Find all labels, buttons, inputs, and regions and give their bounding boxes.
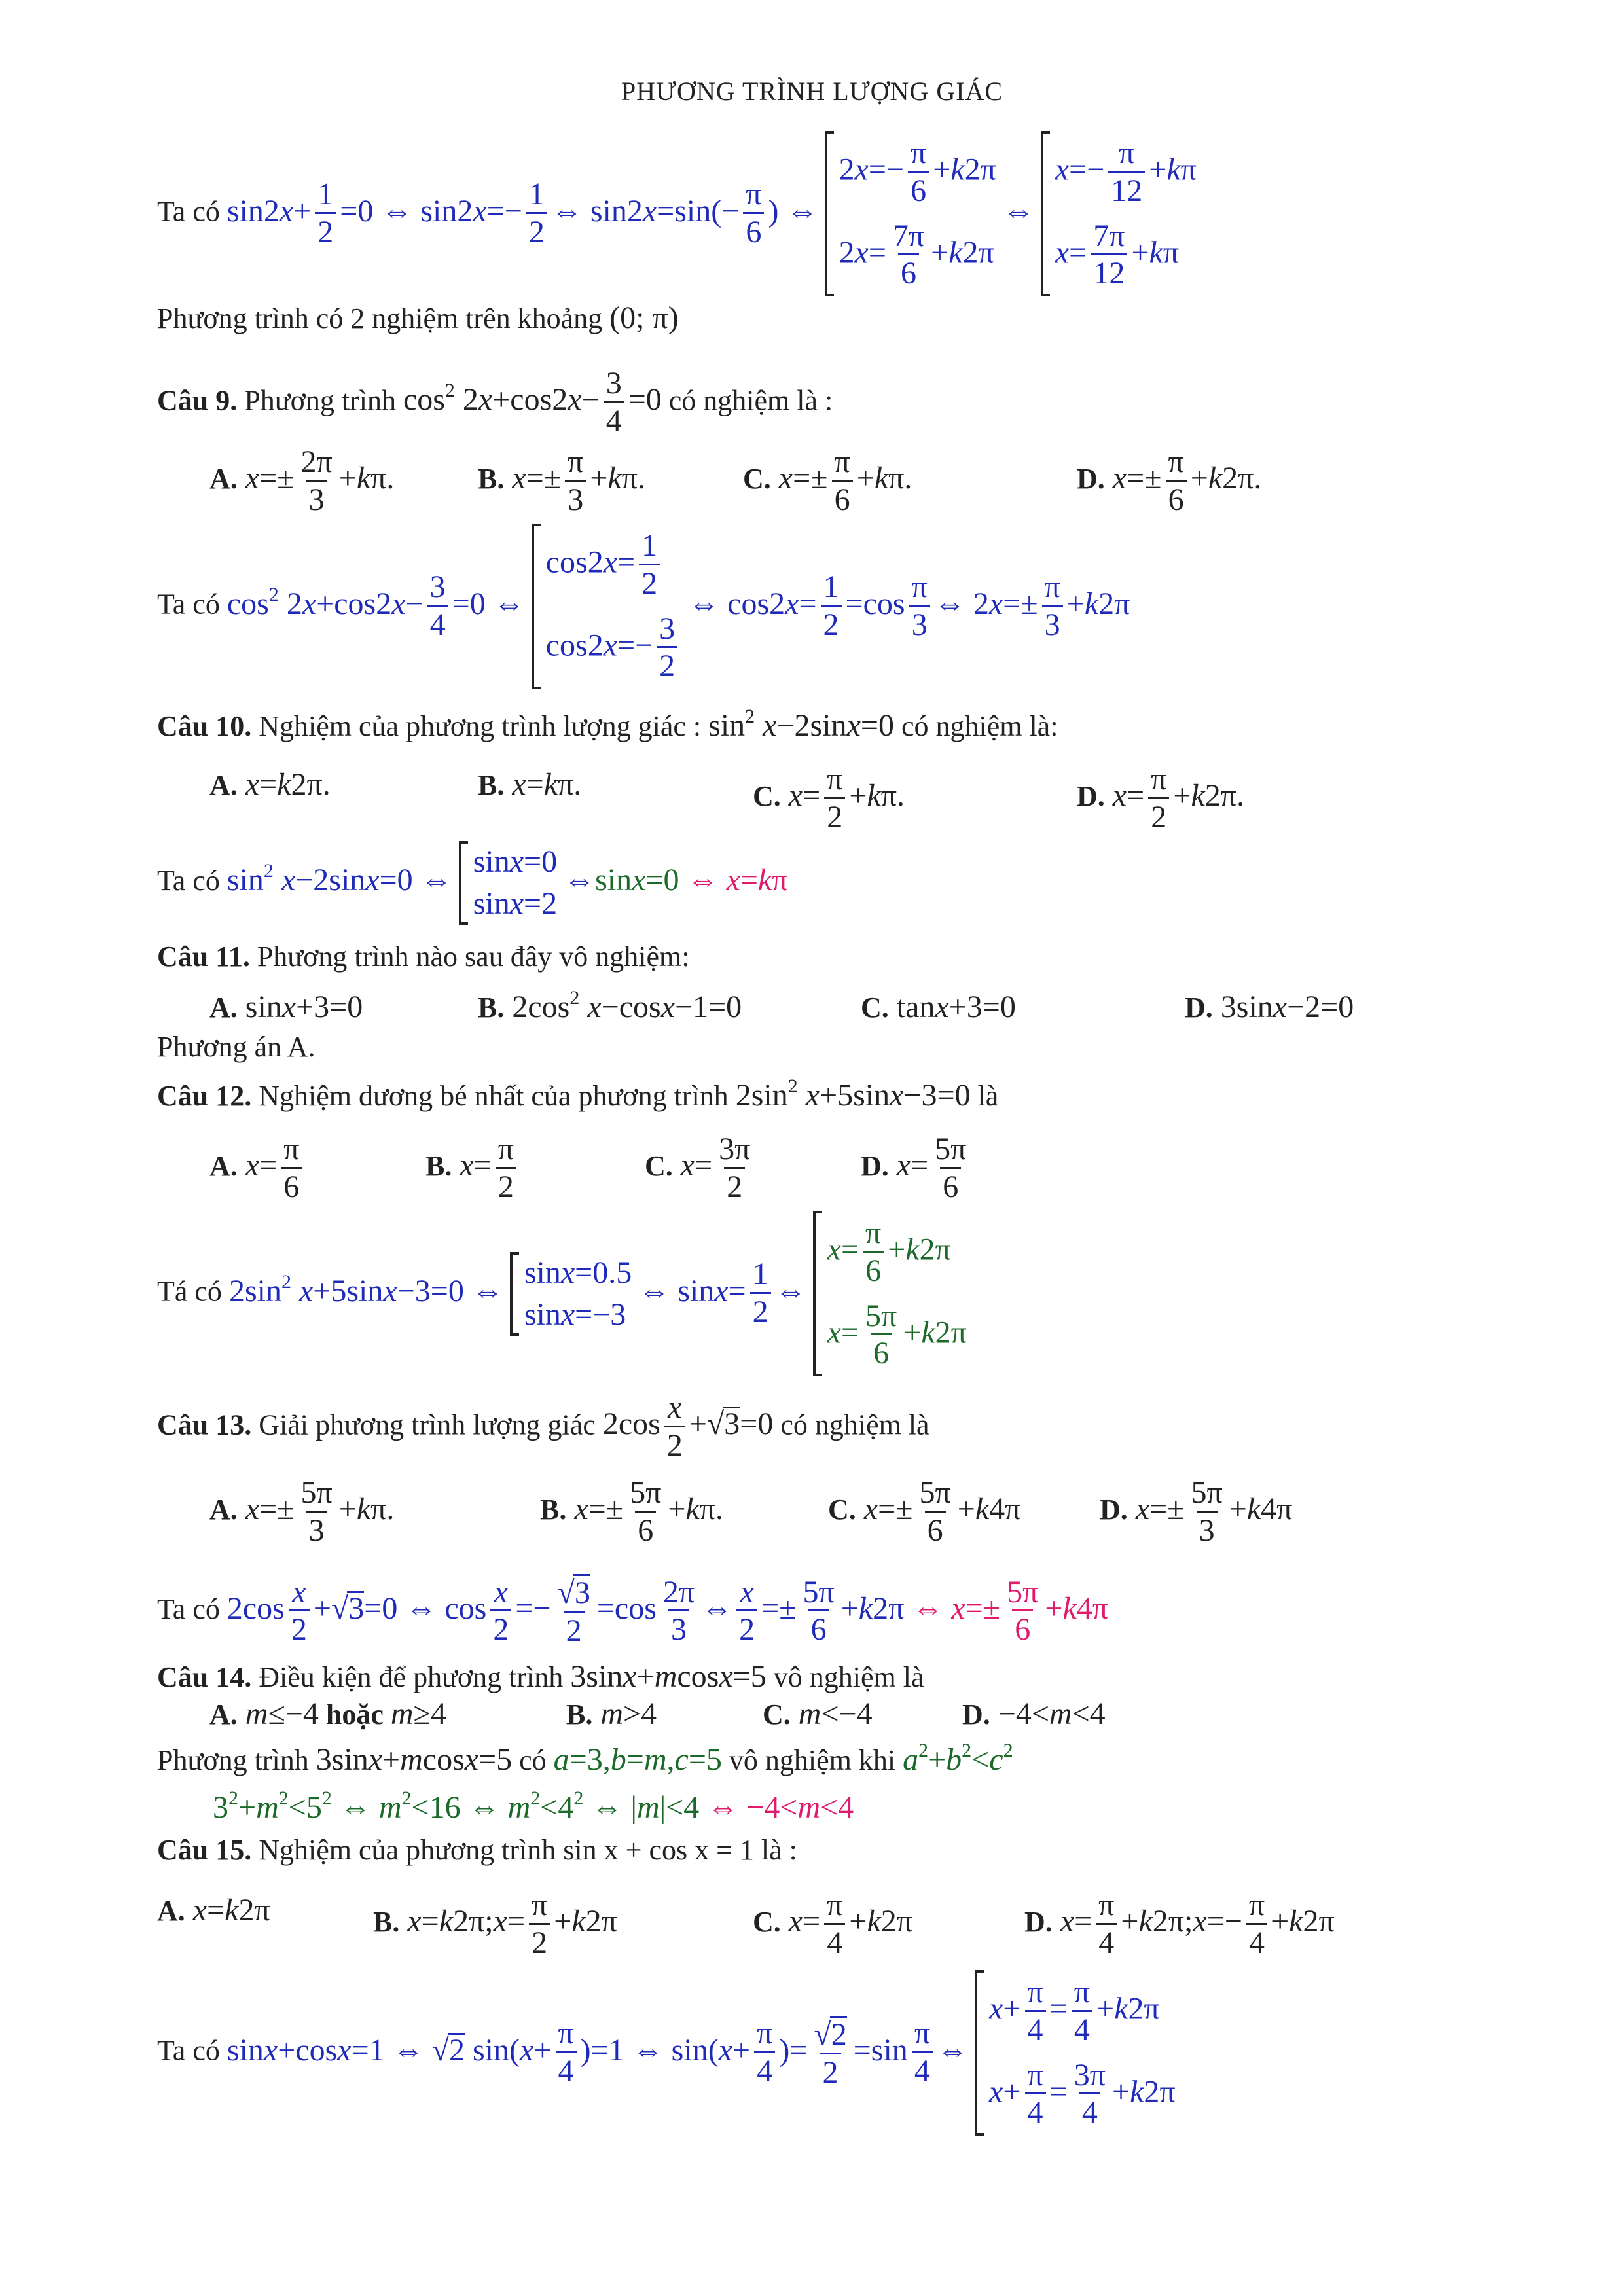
option-label: C. (828, 1494, 856, 1526)
solution-9 (157, 524, 1130, 689)
q9-option-d: D. x=± $\frac{\pi}{6}$ +k2π. (1077, 444, 1262, 517)
question-tail: vô nghiệm là (773, 1661, 924, 1693)
equation: 2cos $\frac{x}{2}$ +√3=0 ⇔ cos $\frac{x}{2}$ =− $\frac{√3}{2}$ =cos $\frac{2\pi}{3}$ ⇔ $\frac{x}{2}$ =± $\frac{5\pi}{6}$ +k2π ⇔ x=± $\frac{5\pi}{6}$ +k4π (226, 1574, 1108, 1648)
question-text: Phương trình nào sau đây vô nghiệm: (257, 941, 690, 973)
question-label: Câu 13. (157, 1408, 252, 1441)
question-text: Giải phương trình lượng giác (259, 1408, 596, 1441)
solution-text: Phương trình (157, 1744, 309, 1776)
question-text: Nghiệm của phương trình lượng giác : (259, 710, 702, 742)
equation: 2cos $\frac{x}{2}$ +√3=0 (602, 1390, 774, 1463)
option-label: C. (753, 780, 781, 813)
option-label: A. (209, 992, 238, 1024)
option-label: B. (566, 1698, 593, 1731)
q9-option-a: A. x=± $\frac{2\pi}{3}$ +kπ. (209, 444, 395, 517)
ta-co-label: Ta có (157, 588, 220, 620)
option-label: D. (1077, 780, 1105, 813)
option-label: C. (743, 463, 771, 495)
solution-10 (157, 841, 787, 925)
equation: $\sin^2 x-2\sin x=0$ (708, 706, 894, 743)
option-label: D. (1077, 463, 1105, 495)
solution-12 (157, 1211, 973, 1376)
solution-14-line2 (213, 1787, 854, 1825)
q13-option-b: B. x=± $\frac{5\pi}{6}$ +kπ. (540, 1475, 723, 1548)
ta-co-label: Tá có (157, 1275, 222, 1308)
interval: (0; π) (609, 300, 679, 335)
question-label: Câu 14. (157, 1661, 252, 1693)
question-text: Nghiệm của phương trình sin x + cos x = 1 là : (259, 1834, 797, 1866)
q14-option-d: D. −4<m<4 (962, 1696, 1106, 1731)
q11-option-a: A. sinx+3=0 (209, 990, 363, 1024)
solution-text: vô nghiệm khi (729, 1744, 896, 1776)
equation: 3sinx+mcosx=5 (316, 1742, 513, 1777)
ta-co-label: Ta có (157, 865, 220, 897)
equation: sin2x+ $\frac{1}{2}$ =0 ⇔ sin2x=− $\frac{1}{2}$ ⇔ sin2x=sin(− $\frac{\pi}{6}$ ) ⇔ 2x=− $\frac{\pi}{6}$ +k2π 2x= $\frac{7\pi}{6}$ +k2π ⇔ x=− $\frac{\pi}{12}$ +kπ x= $\frac{7\pi}{12}$ +kπ (227, 194, 1203, 228)
equation: $2\sin^2$ x+5sinx−3=0 ⇔ sinx=0.5 sinx=−3 ⇔ sinx= $\frac{1}{2}$ ⇔ x= $\frac{\pi}{6}$ +k2π x= $\frac{5\pi}{6}$ +k2π (229, 1274, 973, 1308)
option-label: A. (157, 1895, 185, 1927)
question-text: Nghiệm dương bé nhất của phương trình (259, 1080, 729, 1112)
option-label: C. (753, 1906, 781, 1939)
q14-option-b: B. m>4 (566, 1696, 657, 1731)
option-label: D. (1185, 992, 1213, 1024)
option-label: D. (1024, 1906, 1053, 1939)
q10-option-a: A. x=k2π. (209, 767, 331, 802)
question-9 (157, 367, 833, 439)
option-label: D. (861, 1150, 889, 1183)
ta-co-label: Ta có (157, 1592, 220, 1625)
option-label: B. (478, 992, 505, 1024)
option-label: A. (209, 769, 238, 801)
q10-option-b: B. x=kπ. (478, 767, 582, 802)
q12-option-d: D. x= $\frac{5\pi}{6}$ (861, 1132, 967, 1204)
q13-option-d: D. x=± $\frac{5\pi}{3}$ +k4π (1100, 1475, 1293, 1548)
option-label: A. (209, 1150, 238, 1183)
q9-option-b: B. x=± $\frac{\pi}{3}$ +kπ. (478, 444, 645, 517)
q13-option-c: C. x=± $\frac{5\pi}{6}$ +k4π (828, 1475, 1021, 1548)
q15-option-d: D. x= $\frac{\pi}{4}$ +k2π;x=− $\frac{\pi}{4}$ +k2π (1024, 1888, 1335, 1960)
question-text: Điều kiện để phương trình (259, 1661, 564, 1693)
question-14 (157, 1661, 924, 1693)
q15-option-a: A. x=k2π (157, 1893, 270, 1928)
q10-option-c: C. x= $\frac{\pi}{2}$ +kπ. (753, 762, 905, 834)
option-label: B. (478, 769, 505, 801)
equation: $\cos^2 2x+\cos 2x-$ $\frac{3}{4}$ =0 ⇔ cos2x= $\frac{1}{2}$ cos2x=− $\frac{3}{2}$ ⇔ cos2x= $\frac{1}{2}$ =cos $\frac{\pi}{3}$ ⇔ 2x=± $\frac{\pi}{3}$ +k2π (227, 586, 1130, 621)
q9-option-c: C. x=± $\frac{\pi}{6}$ +kπ. (743, 444, 912, 517)
question-tail: là (977, 1080, 999, 1112)
option-label: A. (209, 1698, 238, 1731)
q13-option-a: A. x=± $\frac{5\pi}{3}$ +kπ. (209, 1475, 395, 1548)
option-label: A. (209, 463, 238, 495)
option-label: D. (1100, 1494, 1128, 1526)
q12-option-b: B. x= $\frac{\pi}{2}$ (425, 1132, 520, 1205)
question-label: Câu 9. (157, 384, 238, 417)
question-13 (157, 1391, 929, 1463)
question-tail: có nghiệm là : (668, 384, 833, 417)
q12-option-a: A. x= $\frac{\pi}{6}$ (209, 1132, 306, 1205)
option-label: B. (478, 463, 505, 495)
solution-text: có (519, 1744, 547, 1776)
equation: $2\sin^2$ x+5sinx−3=0 (735, 1075, 971, 1113)
question-label: Câu 10. (157, 710, 252, 742)
ta-co-label: Ta có (157, 195, 220, 228)
solution-13 (157, 1574, 1108, 1649)
condition: $a^2+b^2<c^2$ (903, 1740, 1013, 1777)
equation: $\sin^2 x-2\sin x=0$ ⇔ sinx=0 sinx=2 ⇔sinx=0 ⇔ x=kπ (227, 863, 788, 897)
question-11 (157, 942, 689, 971)
solution-8-note (157, 302, 679, 334)
ta-co-label: Ta có (157, 2034, 220, 2067)
q15-option-c: C. x= $\frac{\pi}{4}$ +k2π (753, 1888, 913, 1960)
or-text: hoặc (325, 1698, 384, 1731)
solution-14-line1 (157, 1740, 1013, 1777)
equation: 3sinx+mcosx=5 (570, 1659, 767, 1694)
q15-option-b: B. x=k2π;x= $\frac{\pi}{2}$ +k2π (373, 1888, 617, 1960)
option-label: B. (373, 1906, 400, 1939)
question-tail: có nghiệm là (780, 1408, 929, 1441)
option-label: C. (861, 992, 889, 1024)
option-label: D. (962, 1698, 990, 1731)
option-label: A. (209, 1494, 238, 1526)
question-label: Câu 11. (157, 941, 250, 973)
question-15 (157, 1836, 797, 1865)
q10-option-d: D. x= $\frac{\pi}{2}$ +k2π. (1077, 762, 1245, 834)
solution-15 (157, 1970, 1182, 2136)
q12-option-c: C. x= $\frac{3\pi}{2}$ (645, 1132, 751, 1204)
question-label: Câu 12. (157, 1080, 252, 1112)
solution-8 (157, 131, 1203, 296)
question-label: Câu 15. (157, 1834, 252, 1866)
question-10 (157, 706, 1058, 743)
note-text: Phương trình có 2 nghiệm trên khoảng (157, 302, 603, 334)
page-header: PHƯƠNG TRÌNH LƯỢNG GIÁC (621, 77, 1003, 106)
coefficients: a=3,b=m,c=5 (553, 1742, 722, 1777)
q11-option-d: D. 3sinx−2=0 (1185, 990, 1354, 1024)
option-label: B. (540, 1494, 567, 1526)
equation: $\cos^2 2x+\cos 2x-$ $\frac{3}{4}$ =0 (403, 366, 662, 439)
q14-option-a: A. m≤−4 hoặc m≥4 (209, 1696, 446, 1731)
option-label: C. (645, 1150, 673, 1183)
q11-option-b: B. $2\cos^2$ x−cosx−1=0 (478, 987, 742, 1024)
option-label: B. (425, 1150, 452, 1183)
question-tail: có nghiệm là: (901, 710, 1058, 742)
q14-option-c: C. m<−4 (763, 1696, 873, 1731)
option-label: C. (763, 1698, 791, 1731)
equation: sinx+cosx=1 ⇔ √2 sin(x+ $\frac{\pi}{4}$ )=1 ⇔ sin(x+ $\frac{\pi}{4}$ )= $\frac{√2}{2}$ =sin $\frac{\pi}{4}$ ⇔ x+ $\frac{\pi}{4}$ = $\frac{\pi}{4}$ +k2π x+ $\frac{\pi}{4}$ = $\frac{3\pi}{4}$ +k2π (227, 2033, 1182, 2068)
question-12 (157, 1075, 999, 1113)
q11-answer: Phương án A. (157, 1031, 316, 1063)
q11-option-c: C. tanx+3=0 (861, 990, 1016, 1024)
question-text: Phương trình (244, 384, 396, 417)
equation: $3^2+m^2<5^2$ ⇔ $m^2<16$ ⇔ $m^2<4^2$ ⇔ |m|<4 ⇔ −4<m<4 (213, 1787, 854, 1825)
